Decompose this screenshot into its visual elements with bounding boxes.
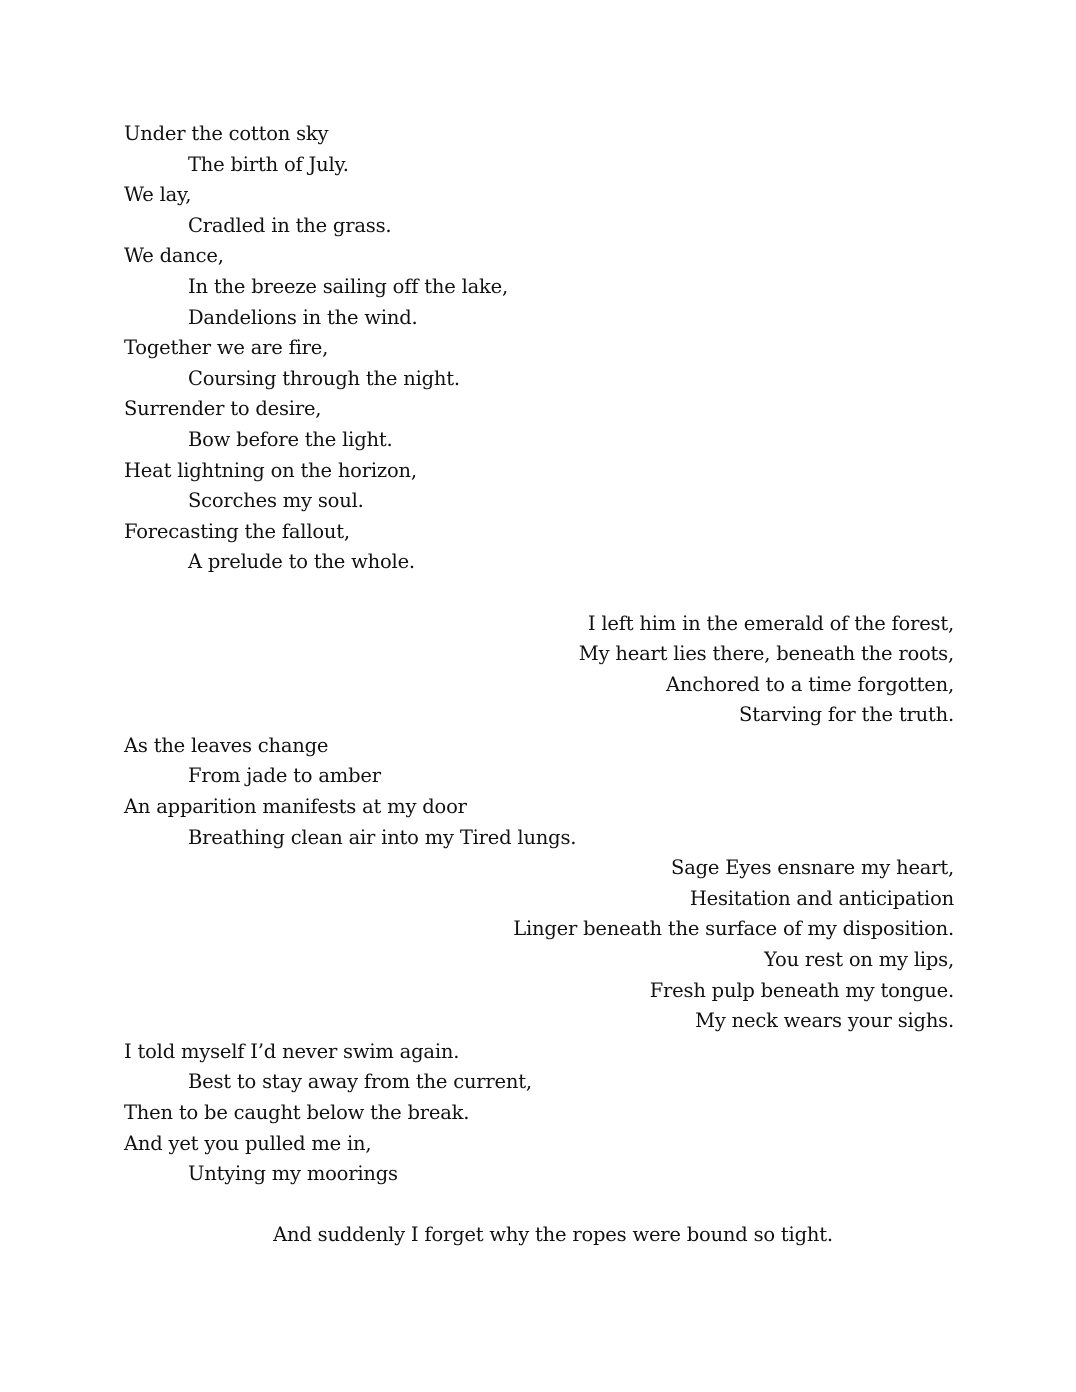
poem-line: Forecasting the fallout,: [124, 519, 350, 543]
stanza-3: [124, 731, 954, 853]
poem-line: As the leaves change: [124, 733, 329, 757]
poem-line: My heart lies there, beneath the roots,: [578, 642, 954, 666]
poem-line: Coursing through the night.: [188, 366, 460, 390]
poem-line: Breathing clean air into my Tired lungs.: [188, 825, 577, 849]
poem-line: Then to be caught below the break.: [124, 1101, 470, 1124]
poem-line: The birth of July.: [188, 152, 349, 176]
stanza-gap: [124, 1190, 954, 1221]
poem-line: In the breeze sailing off the lake,: [188, 274, 508, 298]
stanza-1: [124, 119, 954, 578]
poem-line: Under the cotton sky: [124, 122, 329, 145]
poem-line: Untying my moorings: [188, 1162, 398, 1186]
stanza-4: [124, 853, 954, 1037]
poem-line: We dance,: [124, 244, 224, 268]
poem-line: Bow before the light.: [188, 427, 393, 451]
poem-line: My neck wears your sighs.: [695, 1009, 954, 1033]
poem-line: Hesitation and anticipation: [689, 886, 954, 910]
poem-line: Scorches my soul.: [188, 489, 364, 513]
poem-line: Dandelions in the wind.: [188, 305, 418, 329]
poem-line: And yet you pulled me in,: [124, 1131, 372, 1155]
poem-line: A prelude to the whole.: [188, 550, 415, 574]
poem-line: Heat lightning on the horizon,: [124, 458, 417, 482]
poem-line: Best to stay away from the current,: [188, 1070, 532, 1094]
poem-line: Sage Eyes ensnare my heart,: [671, 856, 954, 880]
poem-line: Starving for the truth.: [739, 703, 954, 727]
poem-line: From jade to amber: [188, 764, 381, 788]
poem-line: I left him in the emerald of the forest,: [587, 611, 954, 635]
poem-line: Anchored to a time forgotten,: [666, 672, 954, 696]
poem-line: Surrender to desire,: [124, 397, 322, 421]
stanza-gap: [124, 578, 954, 609]
poem-line: An apparition manifests at my door: [124, 795, 467, 819]
poem-line: I told myself I’d never swim again.: [124, 1039, 460, 1063]
stanza-5: [124, 1037, 954, 1190]
poem-line: Fresh pulp beneath my tongue.: [649, 978, 954, 1002]
poem-line: You rest on my lips,: [764, 948, 954, 972]
poem-line: We lay,: [124, 183, 192, 207]
poem-line: Together we are fire,: [124, 336, 329, 360]
poem-line: Cradled in the grass.: [188, 213, 392, 237]
poem-line: Linger beneath the surface of my disposition.: [513, 917, 954, 941]
poem: [124, 119, 954, 1247]
closing-line: And suddenly I forget why the ropes were bound so tight.: [273, 1223, 833, 1247]
stanza-2: [124, 609, 954, 731]
